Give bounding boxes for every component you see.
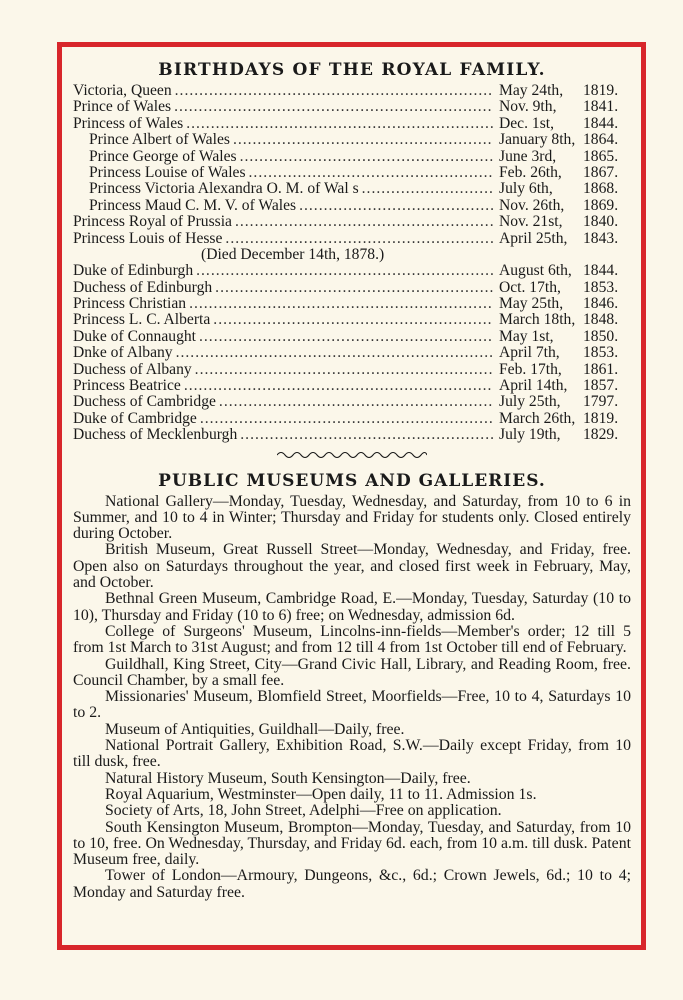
birthday-row	[73, 181, 631, 197]
museum-entry: Natural History Museum, South Kensington—Daily, free.	[105, 769, 471, 787]
page-content	[73, 47, 631, 945]
birthday-date: Nov. 9th,	[499, 98, 557, 116]
museum-entry: South Kensington Museum, Brompton—Monday, Tuesday, and Saturday, from 10 to 10, free. On Wednesday, Thursday, and Friday 6d. each, from 10 a.m. till dusk. Patent Museum free, daily.	[73, 818, 631, 869]
museum-entry: National Gallery—Monday, Tuesday, Wednesday, and Saturday, from 10 to 6 in Summer, and 10 to 4 in Winter; Thursday and Friday for students only. Closed entirely during October.	[73, 492, 631, 543]
birthday-row	[73, 165, 631, 181]
birthday-name: Prince George of Wales	[89, 147, 237, 165]
birthday-name: Victoria, Queen	[73, 82, 172, 99]
birthday-row	[73, 312, 631, 328]
birthday-name: Prince Albert of Wales	[89, 131, 230, 149]
birthday-year: 1864.	[583, 131, 619, 149]
birthday-row	[73, 411, 631, 427]
birthday-name: Princess Royal of Prussia	[73, 213, 232, 231]
birthday-year: 1868.	[583, 180, 619, 198]
birthday-year: 1867.	[583, 163, 619, 181]
museum-entry: Society of Arts, 18, John Street, Adelphi—Free on application.	[105, 802, 502, 820]
birthday-name: Princess Beatrice	[73, 377, 181, 395]
birthday-year: 1861.	[583, 360, 619, 378]
page-border	[57, 42, 646, 950]
birthday-row	[73, 329, 631, 345]
birthday-row	[73, 427, 631, 443]
died-note: (Died December 14th, 1878.)	[201, 245, 385, 263]
birthday-name: Duchess of Mecklenburgh	[73, 426, 238, 444]
museum-entry: Museum of Antiquities, Guildhall—Daily, free.	[105, 720, 405, 738]
museum-entry: Tower of London—Armoury, Dungeons, &c., 6d.; Crown Jewels, 6d.; 10 to 4; Monday and Saturday free.	[73, 867, 631, 901]
birthday-name: Princess Maud C. M. V. of Wales	[89, 196, 297, 214]
birthday-date: Feb. 26th,	[499, 163, 562, 181]
birthday-date: Nov. 26th,	[499, 196, 565, 214]
birthday-year: 1853.	[583, 278, 619, 296]
birthday-year: 1848.	[583, 311, 619, 329]
birthday-year: 1850.	[583, 327, 619, 345]
birthday-year: 1843.	[583, 229, 619, 247]
birthday-row	[73, 132, 631, 148]
birthday-row	[73, 149, 631, 165]
museum-entry: Bethnal Green Museum, Cambridge Road, E.—Monday, Tuesday, Saturday (10 to 10), Thursday and Friday (10 to 6) free; on Wednesday, admission 6d.	[73, 590, 631, 624]
museum-entry: Royal Aquarium, Westminster—Open daily, 11 to 11. Admission 1s.	[105, 785, 537, 803]
birthday-year: 1865.	[583, 147, 619, 165]
birthday-year: 1829.	[583, 426, 619, 444]
birthday-name: Dnke of Albany	[73, 344, 173, 362]
museums-title: PUBLIC MUSEUMS AND GALLERIES.	[158, 470, 546, 491]
museums-list	[73, 494, 631, 901]
birthday-name: Prince of Wales	[73, 98, 172, 116]
birthday-date: Nov. 21st,	[499, 213, 563, 231]
birthday-date: April 25th,	[499, 229, 568, 247]
birthday-date: August 6th,	[499, 262, 572, 280]
museum-entry: College of Surgeons' Museum, Lincolns-inn-fields—Member's order; 12 till 5 from 1st March to 31st August; and from 12 till 4 from 1st October till end of February.	[73, 622, 631, 657]
birthday-year: 1869.	[583, 196, 619, 214]
birthday-date: July 25th,	[499, 393, 561, 411]
birthday-name: Duke of Edinburgh	[73, 262, 194, 280]
birthday-year: 1819.	[583, 82, 619, 99]
birthday-date: Oct. 17th,	[499, 278, 561, 296]
birthday-date: April 7th,	[499, 344, 560, 362]
birthday-name: Princess Louis of Hesse	[73, 229, 223, 247]
birthday-date: June 3rd,	[499, 147, 557, 165]
birthday-date: May 25th,	[499, 295, 564, 313]
birthday-date: Feb. 17th,	[499, 360, 562, 378]
birthday-year: 1857.	[583, 377, 619, 395]
birthday-row	[73, 263, 631, 279]
birthday-year: 1819.	[583, 409, 619, 427]
birthday-date: January 8th,	[499, 131, 576, 149]
birthdays-list	[73, 83, 631, 444]
museum-entry: Guildhall, King Street, City—Grand Civic Hall, Library, and Reading Room, free. Council Chamber, by a small fee.	[73, 655, 631, 689]
birthday-name: Duchess of Edinburgh	[73, 278, 213, 296]
birthday-year: 1841.	[583, 98, 619, 116]
museum-entry: British Museum, Great Russell Street—Monday, Wednesday, and Friday, free. Open also on Saturdays throughout the year, and closed first week in February, May, and October.	[73, 541, 631, 592]
birthday-name: Princess Victoria Alexandra O. M. of Wal s	[89, 180, 359, 198]
birthday-year: 1846.	[583, 295, 619, 313]
birthday-name: Princess L. C. Alberta	[73, 311, 211, 329]
museum-entry: National Portrait Gallery, Exhibition Road, S.W.—Daily except Friday, from 10 till dusk, free.	[73, 737, 631, 771]
birthday-name: Princess Louise of Wales	[89, 163, 246, 181]
museum-entry: Missionaries' Museum, Blomfield Street, Moorfields—Free, 10 to 4, Saturdays 10 to 2.	[73, 688, 631, 722]
birthday-year: 1844.	[583, 262, 619, 280]
wavy-divider-ornament-icon	[73, 446, 631, 466]
birthday-name: Princess of Wales	[73, 114, 184, 132]
birthday-date: March 26th,	[499, 409, 576, 427]
birthday-date: May 1st,	[499, 327, 554, 345]
birthday-row	[73, 83, 631, 99]
birthday-year: 1840.	[583, 213, 619, 231]
birthday-year: 1797.	[583, 393, 619, 411]
birthday-row	[73, 198, 631, 214]
birthday-row	[73, 378, 631, 394]
birthday-row	[73, 214, 631, 230]
birthday-date: July 19th,	[499, 426, 561, 444]
birthday-row	[73, 116, 631, 132]
birthday-name: Duke of Connaught	[73, 327, 196, 345]
birthday-name: Duke of Cambridge	[73, 409, 197, 427]
birthday-name: Duchess of Cambridge	[73, 393, 216, 411]
birthday-date: July 6th,	[499, 180, 553, 198]
birthday-date: March 18th,	[499, 311, 576, 329]
birthday-date: April 14th,	[499, 377, 568, 395]
birthday-year: 1844.	[583, 114, 619, 132]
birthday-name: Princess Christian	[73, 295, 187, 313]
birthday-row	[73, 362, 631, 378]
birthday-row	[73, 280, 631, 296]
birthday-row	[73, 99, 631, 115]
birthday-row	[73, 394, 631, 410]
birthday-date: Dec. 1st,	[499, 114, 554, 132]
birthday-year: 1853.	[583, 344, 619, 362]
birthdays-title: BIRTHDAYS OF THE ROYAL FAMILY.	[158, 60, 546, 80]
birthday-row	[73, 296, 631, 312]
birthday-date: May 24th,	[499, 82, 564, 99]
birthday-row	[73, 231, 631, 247]
birthday-name: Duchess of Albany	[73, 360, 192, 378]
birthday-row	[73, 345, 631, 361]
